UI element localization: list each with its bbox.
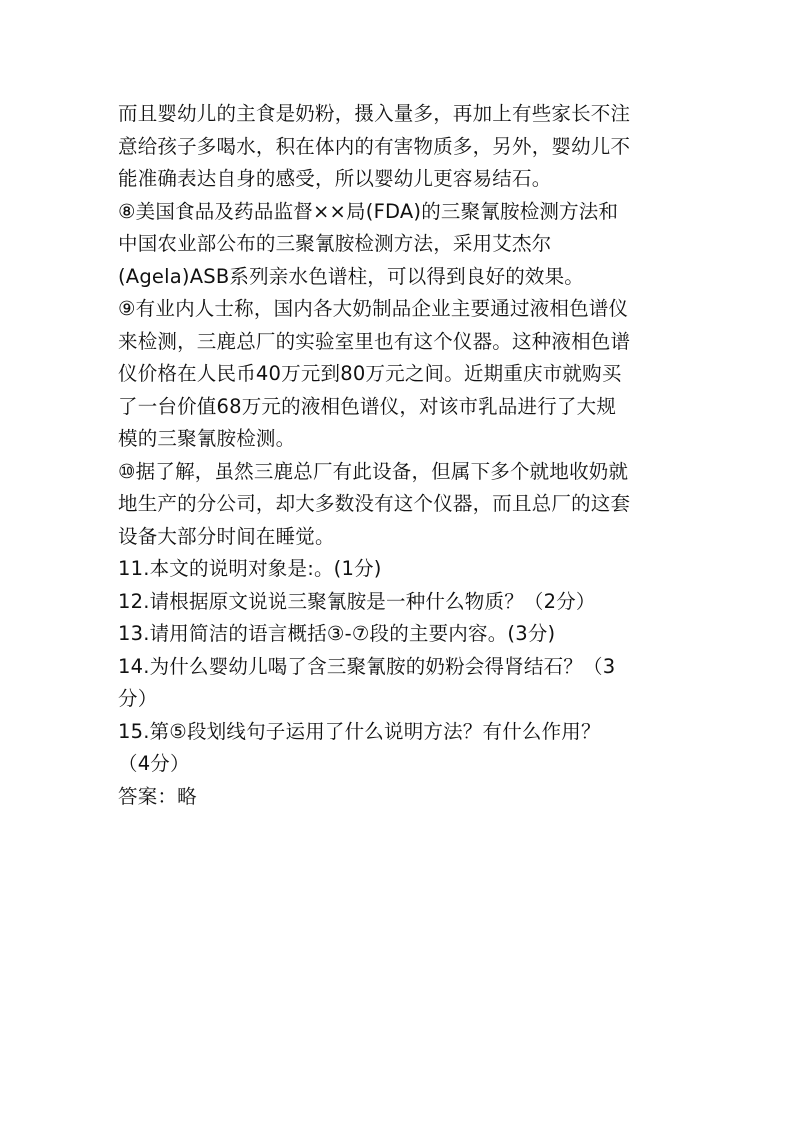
- paragraph-9-line-3: 仪价格在人民币40万元到80万元之间。近期重庆市就购买: [118, 362, 622, 385]
- question-11: 11.本文的说明对象是:。(1分): [118, 557, 382, 580]
- paragraph-10-line-2: 地生产的分公司，却大多数没有这个仪器，而且总厂的这套: [118, 492, 631, 515]
- paragraph-10-line-1: ⑩据了解，虽然三鹿总厂有此设备，但属下多个就地收奶就: [118, 459, 629, 483]
- question-12: 12.请根据原文说说三聚氰胺是一种什么物质？（2分）: [118, 589, 596, 613]
- paragraph-7-line-1: 而且婴幼儿的主食是奶粉，摄入量多，再加上有些家长不注: [118, 102, 631, 125]
- question-15-line-2: （4分）: [118, 752, 190, 775]
- paragraph-9-line-4: 了一台价值68万元的液相色谱仪，对该市乳品进行了大规: [118, 394, 617, 418]
- question-14-line-1: 14.为什么婴幼儿喝了含三聚氰胺的奶粉会得肾结石？（3: [118, 654, 616, 678]
- paragraph-9-line-5: 模的三聚氰胺检测。: [118, 427, 296, 450]
- answer-line: 答案：略: [118, 784, 197, 808]
- paragraph-10-line-3: 设备大部分时间在睡觉。: [118, 524, 335, 548]
- paragraph-8-line-3: (Agela)ASB系列亲水色谱柱，可以得到良好的效果。: [118, 264, 584, 288]
- paragraph-9-line-1: ⑨有业内人士称，国内各大奶制品企业主要通过液相色谱仪: [118, 297, 629, 320]
- question-14-line-2: 分）: [118, 687, 158, 710]
- document-page: [118, 98, 688, 813]
- paragraph-8-line-2: 中国农业部公布的三聚氰胺检测方法，采用艾杰尔: [118, 232, 552, 255]
- paragraph-9-line-2: 来检测，三鹿总厂的实验室里也有这个仪器。这种液相色谱: [118, 329, 631, 353]
- paragraph-8-line-1: ⑧美国食品及药品监督××局(FDA)的三聚氰胺检测方法和: [118, 199, 619, 223]
- question-15-line-1: 15.第⑤段划线句子运用了什么说明方法？有什么作用？: [118, 719, 601, 743]
- paragraph-7-line-2: 意给孩子多喝水，积在体内的有害物质多，另外，婴幼儿不: [118, 134, 631, 158]
- question-13: 13.请用简洁的语言概括③-⑦段的主要内容。(3分): [118, 622, 556, 645]
- paragraph-7-line-3: 能准确表达自身的感受，所以婴幼儿更容易结石。: [118, 167, 552, 190]
